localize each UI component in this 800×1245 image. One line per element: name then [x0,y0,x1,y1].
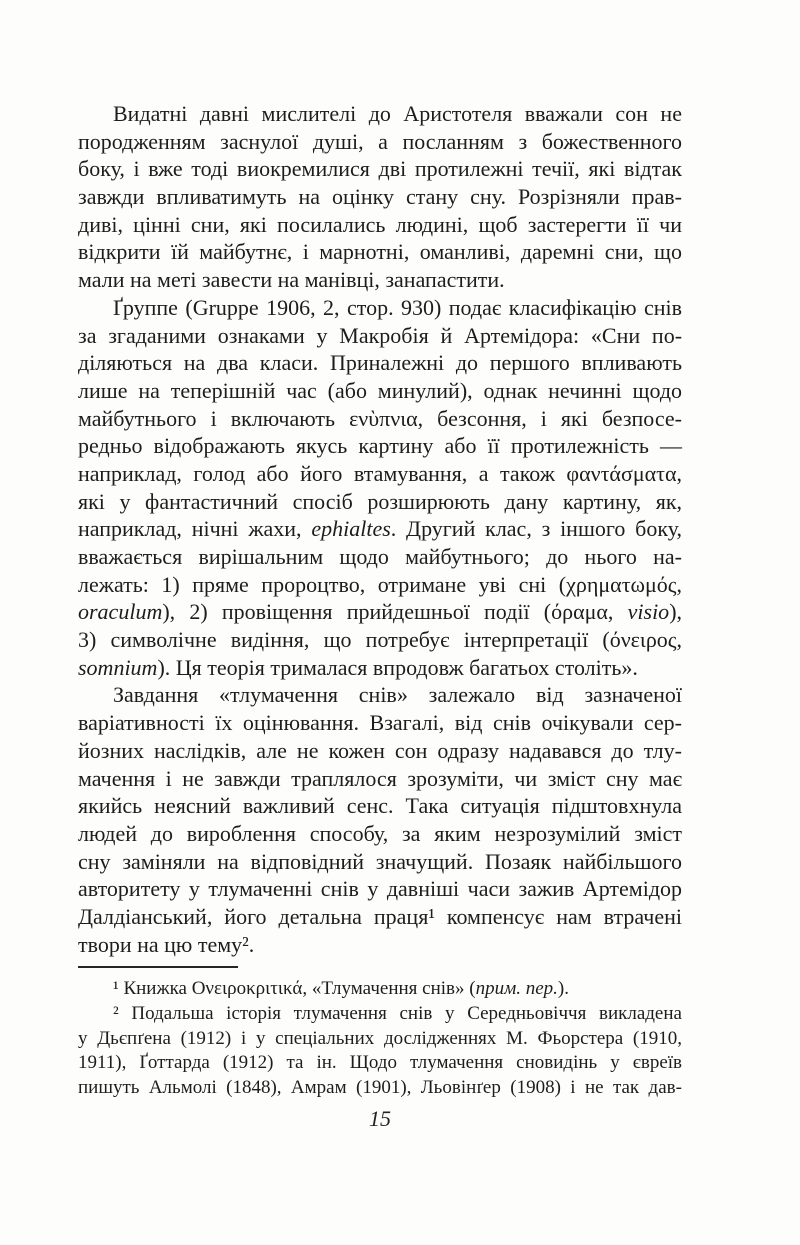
text-line [78,128,682,156]
line-text: 1911), Ґоттарда (1912) та ін. Щодо тлумачення сновидінь у євреїв [78,1052,683,1074]
line-text: варіативності їх оцінювання. Взагалі, від снів очікували сер- [78,710,682,736]
text-line [78,765,682,793]
text-line [78,100,682,128]
text-line [78,488,682,516]
line-text: наприклад, нічні жахи, ephialtes. Другий клас, з іншого боку, [78,516,683,542]
line-text: людей до вироблення способу, за яким незрозумілий зміст [78,820,683,846]
text-line [78,183,682,211]
text-line [78,681,682,709]
text-line [78,349,682,377]
text-line [78,238,682,266]
paragraph [78,100,682,294]
line-text: 3) символічне видіння, що потребує інтерпретації (όνειρος, [78,627,683,653]
line-text: Далдіанський, його детальна праця¹ компенсує нам втрачені [78,903,682,929]
line-text: якийсь неясний важливий сенс. Така ситуація підштовхнула [78,793,682,819]
text-line [78,931,682,959]
line-text: наприклад, голод або його втамування, а також φαντάσματα, [78,460,683,486]
line-text: лише на теперішній час (або минулий), однак нечинні щодо [78,377,683,403]
text-line [78,737,682,765]
line-text: завжди впливатимуть на оцінку стану сну. Розрізняли прав- [78,184,683,210]
text-line [78,598,682,626]
text-line [78,543,682,571]
text-line [78,1002,682,1027]
page-number: 15 [369,1106,391,1131]
text-line [78,460,682,488]
text-line [78,848,682,876]
line-text: Завдання «тлумачення снів» залежало від зазначеної [113,682,682,708]
text-line [78,155,682,183]
footnote [78,1002,682,1100]
line-text: породженням заснулої душі, а посланням з божественного [78,128,682,154]
line-text: редньо відображають якусь картину або її протилежність — [78,433,683,459]
line-text: майбутнього і включають ενὺπνια, безсоння, і які безпосе- [78,405,682,431]
text-line [78,709,682,737]
paragraph [78,681,682,958]
line-text: лежать: 1) пряме пророцтво, отримане уві сні (χρηματωμός, [78,571,683,597]
line-text: oraculum), 2) провіщення прийдешньої події (όραμα, visio), [78,599,683,625]
line-text: мачення і не завжди траплялося зрозуміти, чи зміст сну має [78,765,683,791]
line-text: Ґруппе (Gruppe 1906, 2, стор. 930) подає класифікацію снів [113,294,683,320]
text-line [78,792,682,820]
line-text: ² Подальша історія тлумачення снів у Середньовіччя викладена [113,1002,682,1024]
line-text: діляються на два класи. Приналежні до першого впливають [78,350,682,376]
line-text: пишуть Альмолі (1848), Амрам (1901), Льовінґер (1908) і не так дав- [78,1076,682,1098]
body-paragraphs [78,100,682,958]
text-line [78,875,682,903]
text-line [78,820,682,848]
line-text: боку, і вже тоді виокремилися дві протилежні течії, які відтак [78,156,682,182]
text-line [78,626,682,654]
text-line [78,432,682,460]
text-line [78,1051,682,1076]
footnotes [78,977,682,1100]
line-text: які у фантастичний спосіб розширюють дану картину, як, [78,488,683,514]
line-text: сну заміняли на відповідний значущий. Позаяк найбільшого [78,848,682,874]
text-line [78,1027,682,1052]
text-line [78,405,682,433]
text-line [78,377,682,405]
text-line [78,322,682,350]
line-text: вважається вирішальним щодо майбутнього; до нього на- [78,544,682,569]
text-line [78,515,682,543]
page-text [78,100,682,1100]
line-text: мали на меті завести на манівці, занапастити. [78,267,505,293]
text-line [78,294,682,322]
paragraph [78,294,682,682]
text-line [78,211,682,239]
line-text: ¹ Книжка Ονειροκριτικά, «Тлумачення снів» (прим. пер.). [113,978,569,1000]
line-text: у Дьєпґена (1912) і у спеціальних дослідженнях М. Фьорстера (1910, [78,1027,683,1049]
text-line [78,903,682,931]
line-text: за згаданими ознаками у Макробія й Артемідора: «Сни по- [78,322,683,348]
line-text: йозних наслідків, але не кожен сон одразу надавався до тлу- [78,737,682,763]
text-line [78,571,682,599]
text-line [78,977,682,1002]
footnote [78,977,682,1002]
line-text: диві, цінні сни, які посилались людині, щоб застерегти її чи [78,211,683,237]
line-text: авторитету у тлумаченні снів у давніші часи зажив Артемідор [78,876,683,902]
line-text: твори на цю тему². [78,931,255,957]
text-line [78,266,682,294]
text-line [78,654,682,682]
footnote-separator [78,966,238,968]
line-text: Видатні давні мислителі до Аристотеля вважали сон не [113,101,682,126]
line-text: somnium). Ця теорія трималася впродовж багатьох століть». [78,654,638,680]
line-text: відкрити їй майбутнє, і марнотні, оманливі, даремні сни, що [78,239,683,265]
text-line [78,1076,682,1101]
